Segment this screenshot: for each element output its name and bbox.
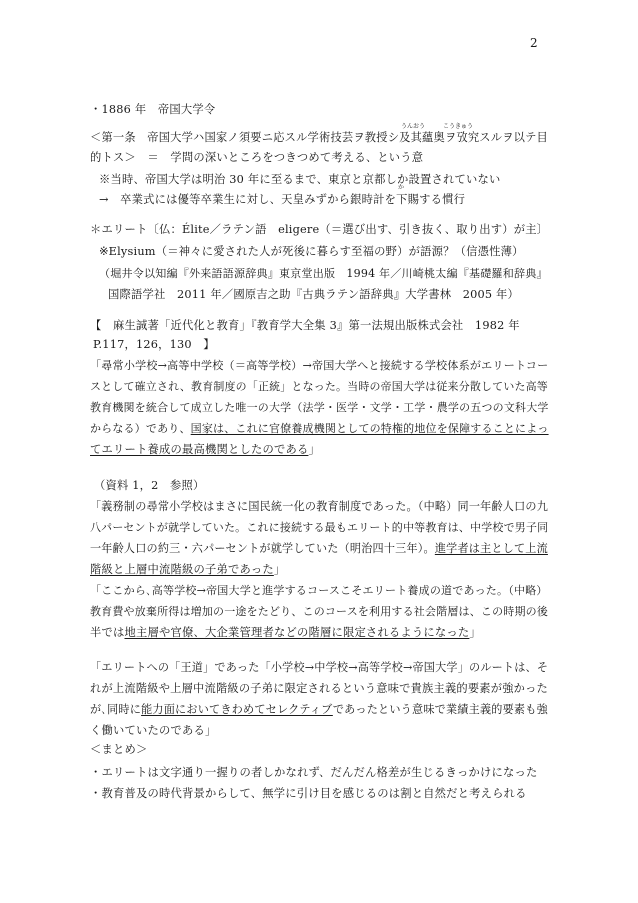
quote3-underlined: 地主層や官僚、大企業管理者などの階層に限定されるようになった [124, 626, 470, 639]
citation-line-2: P.117，126，130 】 [93, 338, 215, 351]
quote1-line-1: 「尋常小学校→高等中学校（＝高等学校）→帝国大学へと接続する学校体系がエリートコー [90, 359, 549, 372]
quote3-line-3 [90, 625, 481, 641]
quote1-line-3: 教育機関を統合して成立した唯一の大学（法学・医学・文学・工学・農学の五つの文科大学 [90, 401, 549, 414]
quote1-underlined-1: 国家は、これに官僚養成機関としての特権的地位を保障することによっ [190, 422, 549, 435]
quote3-close: 」 [469, 626, 481, 639]
quote2-line-4 [90, 562, 285, 578]
quote3-line-1: 「ここから､高等学校→帝国大学と進学するコースこそエリート養成の道であった。（中略） [90, 584, 548, 597]
article-line-2: 的トス＞ ＝ 学問の深いところをつきつめて考える、という意 [90, 151, 424, 164]
elysium-note: ※Elysium（＝神々に愛された人が死後に暮らす至福の野）が語源？（信憑性薄） [99, 245, 524, 258]
quote1-underlined-2: てエリート養成の最高機関としたのである [90, 443, 309, 456]
quote2-close: 」 [273, 563, 286, 576]
quote2-underlined-2: 階級と上層中流階級の子弟であった [90, 563, 274, 576]
quote4-underlined: 能力面においてきわめてセレクティブ [141, 703, 333, 716]
section1-heading: ・1886 年 帝国大学令 [90, 103, 216, 116]
quote1-line-4 [90, 421, 549, 437]
arrow-line: → 卒業式には優等卒業生に対し、天皇みずから銀時計を下賜する慣行 [99, 193, 466, 206]
quote3-line-2: 教育費や放棄所得は増加の一途をたどり、このコースを利用する社会階層は、この時期の後 [90, 605, 549, 618]
reference-line-2: 国際語学社 2011 年／國原吉之助『古典ラテン語辞典』大学書林 2005 年） [108, 288, 520, 301]
quote4-line-1: 「エリートへの「王道」であった「小学校→中学校→高等学校→帝国大学」のルートは、そ [90, 661, 549, 674]
quote4-line-3-text: が､同時に [90, 703, 142, 716]
quote2-underlined-1: 進学者は主として上流 [434, 542, 548, 555]
page-number: 2 [530, 36, 538, 50]
materials-reference: （資料 1，2 参照） [94, 479, 205, 492]
quote2-line-2: 八パーセントが就学していた。これに接続する最もエリート的中等教育は、中学校で男子同 [90, 521, 549, 534]
summary-item-2: ・教育普及の時代背景からして、無学に引け目を感じるのは割と自然だと考えられる [90, 787, 527, 800]
ruby-unou: うんおう [401, 123, 426, 130]
quote2-line-3-text: 一年齢人口の約三・六パーセントが就学していた（明治四十三年）。 [90, 542, 435, 555]
citation-line-1: 【 麻生誠著「近代化と教育」『教育学大全集 3』第一法規出版株式会社 1982 年 [90, 319, 520, 332]
summary-item-1: ・エリートは文字通り一握りの者しかなれず、だんだん格差が生じるきっかけになった [90, 766, 538, 779]
quote4-line-4: く働いていたのである」 [90, 724, 217, 737]
quote2-line-1: 「義務制の尋常小学校はまさに国民統一化の教育制度であった。（中略）同一年齢人口の九 [90, 500, 549, 513]
quote2-line-3 [90, 541, 548, 557]
summary-heading: ＜まとめ＞ [90, 743, 148, 756]
article-line-1: ＜第一条 帝国大学ハ国家ノ須要ニ応スル学術技芸ヲ教授シ及其蘊奥ヲ攷究スルヲ以テ目 [90, 131, 549, 144]
quote1-close: 」 [308, 443, 320, 456]
quote1-line-4-text: からなる）であり、 [90, 422, 191, 435]
quote1-line-2: スとして確立され、教育制度の「正統」となった。当時の帝国大学は従来分散していた高等 [90, 380, 548, 393]
elite-definition: ＊エリート〔仏：Élite／ラテン語 eligere（＝選び出す、引き抜く、取り出す）が主〕 [90, 223, 549, 236]
note-line: ※当時、帝国大学は明治 30 年に至るまで、東京と京都しか設置されていない [99, 173, 501, 186]
reference-line-1: （堀井令以知編『外来語語源辞典』東京堂出版 1994 年／川崎桃太編『基礎羅和辞典』 [99, 267, 548, 280]
quote4-line-3 [90, 702, 548, 718]
quote1-line-5 [90, 442, 320, 458]
quote4-line-3-tail: であったという意味で業績主義的要素も強 [332, 703, 548, 716]
quote4-line-2: れが上流階級や上層中流階級の子弟に限定されるという意味で貴族主義的要素が強かった [90, 682, 549, 695]
ruby-koukyuu: こうきゅう [443, 123, 474, 130]
ruby-ka: か [398, 184, 405, 191]
quote3-line-3-text: 半では [90, 626, 125, 639]
